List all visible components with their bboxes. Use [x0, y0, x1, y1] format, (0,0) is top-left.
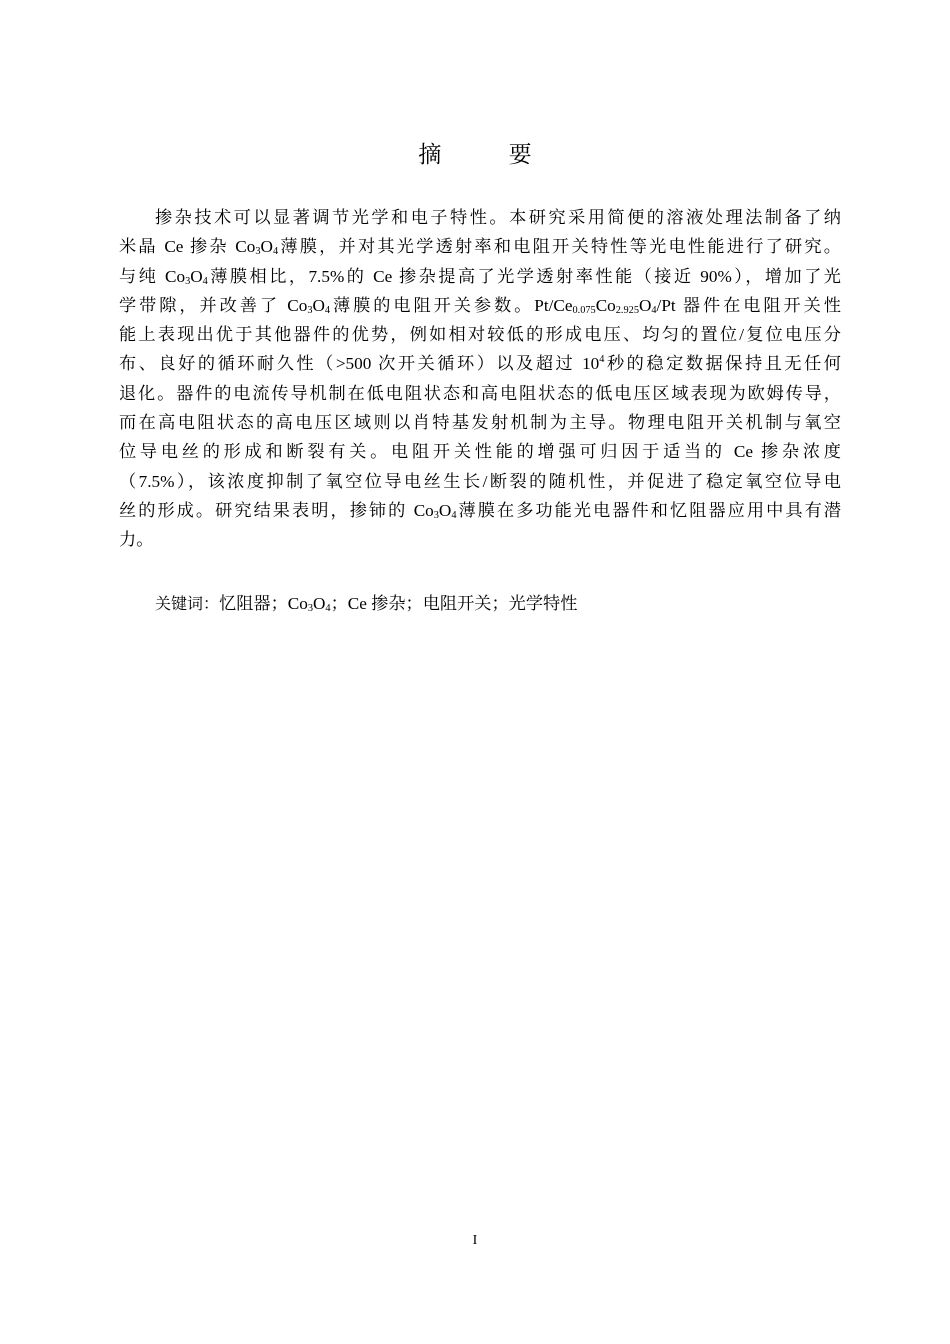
- abstract-line: 掺杂技术可以显著调节光学和电子特性。本研究采用简便的溶液处理法制备了纳: [155, 208, 841, 227]
- abstract-line: 学带隙，并改善了 $Co_3O_4$薄膜的电阻开关参数。$Pt/Ce_{0.075}Co_{2.925}O_4/Pt$ 器件在电阻开关性: [119, 295, 841, 316]
- keywords-label: 关键词：: [155, 594, 220, 613]
- abstract-line: 退化。器件的电流传导机制在低电阻状态和高电阻状态的低电压区域表现为欧姆传导，: [119, 383, 841, 403]
- keywords-text-rest: ；Ce 掺杂；电阻开关；光学特性: [330, 594, 578, 613]
- abstract-line: 而在高电阻状态的高电压区域则以肖特基发射机制为主导。物理电阻开关机制与氧空: [119, 413, 841, 433]
- abstract-line: 丝的形成。研究结果表明，掺铈的 $Co_3O_4$薄膜在多功能光电器件和忆阻器应用中具有潜: [119, 500, 841, 521]
- abstract-line: （7.5%），该浓度抑制了氧空位导电丝生长/断裂的随机性，并促进了稳定氧空位导电: [119, 471, 841, 491]
- abstract-line: 力。: [119, 530, 154, 550]
- page-title: 摘 要: [418, 142, 562, 168]
- abstract-line: 米晶 Ce 掺杂 $Co_3O_4$薄膜，并对其光学透射率和电阻开关特性等光电性能进行了研究。: [119, 237, 841, 258]
- keywords: 关键词：忆阻器；$Co_3O_4$；Ce 掺杂；电阻开关；光学特性: [155, 594, 578, 614]
- abstract-line: 位导电丝的形成和断裂有关。电阻开关性能的增强可归因于适当的 Ce 掺杂浓度: [119, 442, 841, 462]
- keywords-text: 忆阻器；Co: [219, 594, 308, 613]
- abstract-line: 与纯 $Co_3O_4$薄膜相比，7.5%的 Ce 掺杂提高了光学透射率性能（接近 90%），增加了光: [119, 266, 841, 287]
- page-number: I: [472, 1233, 478, 1248]
- abstract-body: [119, 203, 841, 555]
- abstract-line: 布、良好的循环耐久性（>500 次开关循环）以及超过 $10^4$秒的稳定数据保持且无任何: [119, 354, 841, 374]
- abstract-line: 能上表现出优于其他器件的优势，例如相对较低的形成电压、均匀的置位/复位电压分: [119, 325, 841, 345]
